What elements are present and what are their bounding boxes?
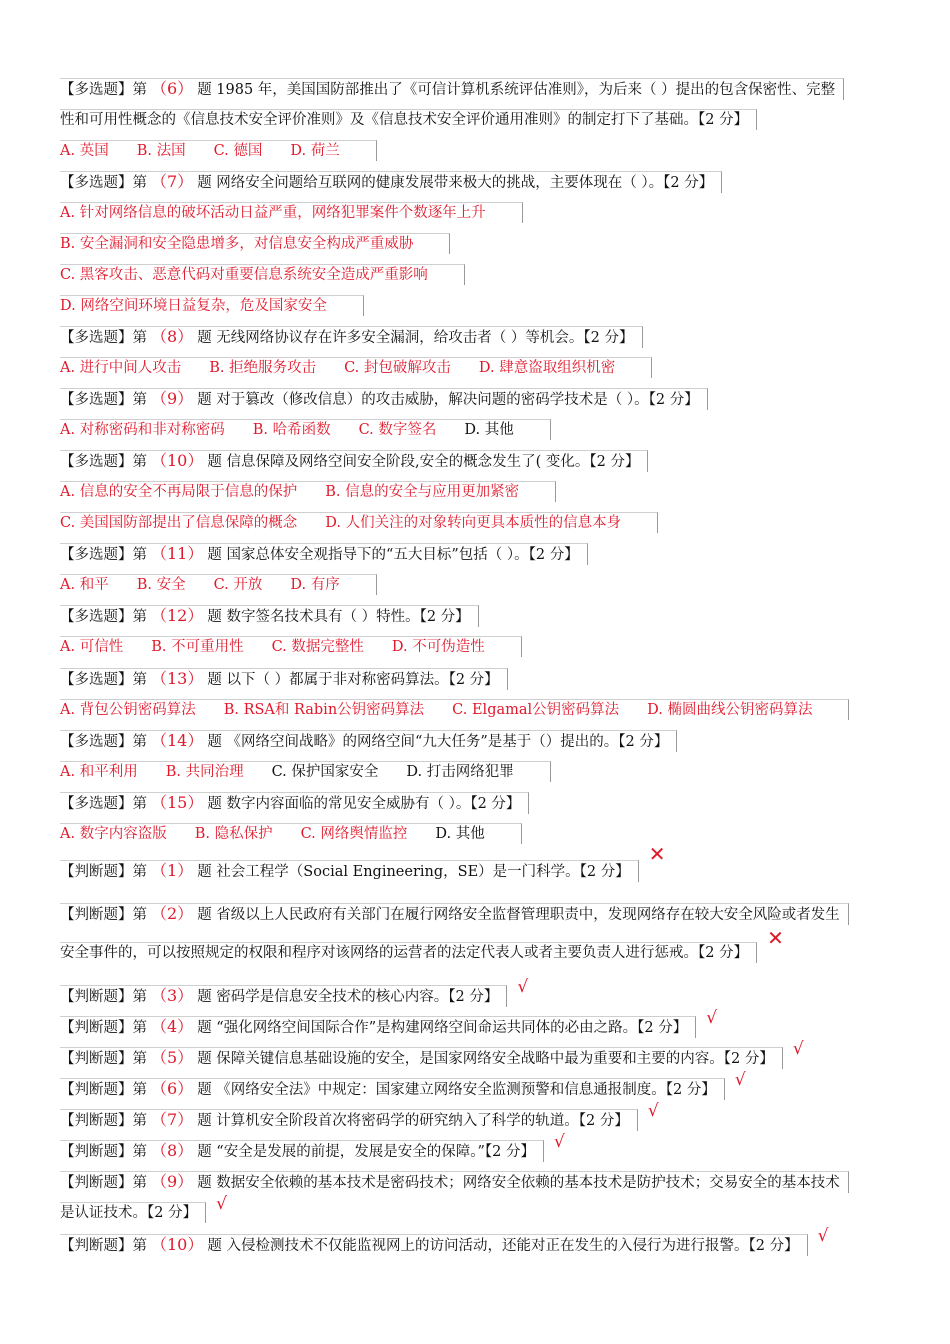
- answer-option: D. 荷兰: [290, 143, 340, 159]
- question-text: 题 以下（ ）都属于非对称密码算法。【2 分】: [207, 672, 499, 688]
- options-line: [60, 233, 450, 254]
- question-line: [60, 1047, 783, 1069]
- question-line: [60, 1016, 696, 1038]
- options-line: [60, 481, 556, 502]
- question-prefix: 【多选题】第: [60, 547, 147, 563]
- answer-option: D. 椭圆曲线公钥密码算法: [647, 702, 813, 718]
- answer-option: A. 针对网络信息的破坏活动日益严重，网络犯罪案件个数逐年上升: [60, 205, 486, 221]
- answer-option: D. 网络空间环境日益复杂，危及国家安全: [60, 298, 327, 314]
- question-line: [60, 450, 648, 472]
- question-prefix: 【多选题】第: [60, 609, 147, 625]
- options-line: [60, 202, 523, 223]
- question-line: [60, 985, 507, 1007]
- question-text: 题 “安全是发展的前提，发展是安全的保障。”【2 分】: [197, 1144, 535, 1160]
- answer-option: D. 肆意盗取组织机密: [478, 360, 616, 376]
- question-number: （9）: [151, 1172, 194, 1191]
- question-line: [60, 668, 508, 690]
- answer-option: C. 网络舆情监控: [300, 826, 408, 842]
- question-prefix: 【判断题】第: [60, 989, 147, 1005]
- question-number: （6）: [151, 1079, 194, 1098]
- options-line: [60, 823, 522, 844]
- question-prefix: 【判断题】第: [60, 1020, 147, 1036]
- question-prefix: 【判断题】第: [60, 1051, 147, 1067]
- question-prefix: 【多选题】第: [60, 672, 147, 688]
- question-prefix: 【判断题】第: [60, 1082, 147, 1098]
- answer-option: B. 安全漏洞和安全隐患增多，对信息安全构成严重威胁: [60, 236, 414, 252]
- wrong-mark-icon: ✕: [648, 842, 666, 866]
- question-prefix: 【多选题】第: [60, 796, 147, 812]
- question-text: 题 社会工程学（Social Engineering，SE）是一门科学。【2 分】: [197, 864, 630, 880]
- answer-option: B. 安全: [136, 577, 186, 593]
- correct-mark-icon: √: [817, 1226, 829, 1246]
- question-text: 题 入侵检测技术不仅能监视网上的访问活动，还能对正在发生的入侵行为进行报警。【2 分】: [207, 1238, 799, 1254]
- question-prefix: 是认证技术。【2 分】: [60, 1205, 198, 1221]
- answer-option: A. 进行中间人攻击: [60, 360, 182, 376]
- question-prefix: 【多选题】第: [60, 734, 147, 750]
- question-line: [60, 605, 479, 627]
- question-number: （7）: [151, 172, 194, 191]
- answer-option: B. 法国: [136, 143, 186, 159]
- question-number: （1）: [151, 861, 194, 880]
- answer-option: A. 信息的安全不再局限于信息的保护: [60, 484, 298, 500]
- answer-option: A. 和平: [60, 577, 109, 593]
- answer-option: A. 对称密码和非对称密码: [60, 422, 225, 438]
- question-number: （6）: [151, 79, 194, 98]
- answer-option: D. 不可伪造性: [391, 639, 485, 655]
- question-text: 题 1985 年，美国国防部推出了《可信计算机系统评估准则》，为后来（ ）提出的包含保密性、完整: [197, 82, 836, 98]
- question-line: [60, 1109, 638, 1131]
- question-prefix: 【多选题】第: [60, 82, 147, 98]
- question-prefix: 安全事件的，可以按照规定的权限和程序对该网络的运营者的法定代表人或者主要负责人进行惩戒。【2 分】: [60, 945, 749, 961]
- answer-option: C. Elgamal公钥密码算法: [452, 702, 620, 718]
- options-line: [60, 699, 849, 720]
- question-number: （8）: [151, 327, 194, 346]
- answer-option: D. 其他: [435, 826, 485, 842]
- correct-mark-icon: √: [216, 1194, 227, 1214]
- answer-option: C. 德国: [213, 143, 263, 159]
- answer-option: D. 人们关注的对象转向更具本质性的信息本身: [325, 515, 622, 531]
- question-line: [60, 326, 643, 348]
- question-line: [60, 78, 844, 100]
- question-number: （5）: [151, 1048, 194, 1067]
- answer-option: C. 封包破解攻击: [344, 360, 451, 376]
- answer-option: B. RSA和 Rabin公钥密码算法: [223, 702, 425, 718]
- question-prefix: 【判断题】第: [60, 1175, 147, 1191]
- answer-option: B. 哈希函数: [252, 422, 331, 438]
- options-line: [60, 264, 465, 285]
- answer-option: B. 信息的安全与应用更加紧密: [325, 484, 520, 500]
- options-line: [60, 636, 522, 657]
- correct-mark-icon: √: [517, 977, 529, 997]
- answer-option: D. 打击网络犯罪: [406, 764, 514, 780]
- answer-option: A. 数字内容盗版: [60, 826, 167, 842]
- question-prefix: 【多选题】第: [60, 392, 147, 408]
- question-text: 题 《网络安全法》中规定：国家建立网络安全监测预警和信息通报制度。【2 分】: [197, 1082, 716, 1098]
- question-prefix: 【判断题】第: [60, 1144, 147, 1160]
- answer-option: C. 保护国家安全: [271, 764, 379, 780]
- question-text: 题 计算机安全阶段首次将密码学的研究纳入了科学的轨道。【2 分】: [197, 1113, 629, 1129]
- question-number: （7）: [151, 1110, 194, 1129]
- question-number: （4）: [151, 1017, 194, 1036]
- question-number: （15）: [151, 793, 204, 812]
- question-number: （3）: [151, 986, 194, 1005]
- answer-option: B. 不可重用性: [151, 639, 244, 655]
- wrong-mark-icon: ✕: [767, 926, 784, 950]
- question-line: [60, 903, 849, 925]
- question-number: （2）: [151, 904, 194, 923]
- question-number: （14）: [151, 731, 204, 750]
- options-line: [60, 419, 551, 440]
- question-prefix: 【判断题】第: [60, 1238, 147, 1254]
- question-line: [60, 860, 639, 882]
- answer-option: A. 和平利用: [60, 764, 138, 780]
- answer-option: D. 其他: [464, 422, 514, 438]
- question-text: 题 保障关键信息基础设施的安全，是国家网络安全战略中最为重要和主要的内容。【2 分】: [197, 1051, 774, 1067]
- options-line: [60, 574, 377, 595]
- question-prefix: 【判断题】第: [60, 907, 147, 923]
- question-text: 题 “强化网络空间国际合作”是构建网络空间命运共同体的必由之路。【2 分】: [197, 1020, 688, 1036]
- question-text: 题 信息保障及网络空间安全阶段,安全的概念发生了( 变化。【2 分】: [207, 454, 640, 470]
- question-line: [60, 1140, 544, 1162]
- answer-option: B. 隐私保护: [194, 826, 273, 842]
- question-prefix: 【判断题】第: [60, 1113, 147, 1129]
- question-number: （9）: [151, 389, 194, 408]
- question-line: [60, 1171, 849, 1193]
- question-text: 题 国家总体安全观指导下的“五大目标”包括（ ）。【2 分】: [207, 547, 579, 563]
- answer-option: C. 数据完整性: [271, 639, 364, 655]
- question-number: （10）: [151, 451, 204, 470]
- question-line: [60, 543, 588, 565]
- question-line: [60, 792, 529, 814]
- answer-option: B. 共同治理: [165, 764, 244, 780]
- options-line: [60, 140, 377, 161]
- options-line: [60, 295, 364, 316]
- question-number: （10）: [151, 1235, 204, 1254]
- question-text: 题 对于篡改（修改信息）的攻击威胁，解决问题的密码学技术是（ ）。【2 分】: [197, 392, 699, 408]
- question-line: [60, 1202, 206, 1223]
- options-line: [60, 761, 551, 782]
- question-number: （8）: [151, 1141, 194, 1160]
- correct-mark-icon: √: [553, 1132, 565, 1152]
- question-line: [60, 1078, 725, 1100]
- question-line: [60, 388, 708, 410]
- answer-option: C. 美国国防部提出了信息保障的概念: [60, 515, 298, 531]
- question-text: 题 网络安全问题给互联网的健康发展带来极大的挑战，主要体现在（ ）。【2 分】: [197, 175, 714, 191]
- question-line: [60, 730, 677, 752]
- question-text: 题 数据安全依赖的基本技术是密码技术；网络安全依赖的基本技术是防护技术；交易安全的基本技术: [197, 1175, 840, 1191]
- question-text: 题 数字内容面临的常见安全威胁有（ ）。【2 分】: [207, 796, 521, 812]
- question-line: [60, 1234, 808, 1256]
- correct-mark-icon: √: [792, 1039, 804, 1059]
- question-number: （11）: [151, 544, 204, 563]
- answer-option: A. 背包公钥密码算法: [60, 702, 196, 718]
- answer-option: C. 黑客攻击、恶意代码对重要信息系统安全造成严重影响: [60, 267, 428, 283]
- answer-option: C. 开放: [213, 577, 263, 593]
- question-number: （13）: [151, 669, 204, 688]
- question-prefix: 【多选题】第: [60, 175, 147, 191]
- question-prefix: 【多选题】第: [60, 454, 147, 470]
- question-prefix: 【判断题】第: [60, 864, 147, 880]
- answer-option: A. 可信性: [60, 639, 124, 655]
- answer-option: D. 有序: [290, 577, 340, 593]
- correct-mark-icon: √: [647, 1101, 659, 1121]
- correct-mark-icon: √: [706, 1008, 718, 1028]
- answer-option: B. 拒绝服务攻击: [209, 360, 317, 376]
- question-text: 题 无线网络协议存在许多安全漏洞，给攻击者（ ）等机会。【2 分】: [197, 330, 634, 346]
- options-line: [60, 357, 652, 378]
- question-line: [60, 171, 722, 193]
- answer-option: A. 英国: [60, 143, 109, 159]
- options-line: [60, 512, 658, 533]
- question-text: 题 数字签名技术具有（ ）特性。【2 分】: [207, 609, 470, 625]
- question-line: [60, 109, 757, 130]
- correct-mark-icon: √: [734, 1070, 746, 1090]
- question-text: 题 省级以上人民政府有关部门在履行网络安全监督管理职责中，发现网络存在较大安全风险或者发生: [197, 907, 840, 923]
- question-prefix: 性和可用性概念的《信息技术安全评价准则》及《信息技术安全评价通用准则》的制定打下了基础。【2 分】: [60, 112, 749, 128]
- question-text: 题 密码学是信息安全技术的核心内容。【2 分】: [197, 989, 499, 1005]
- answer-option: C. 数字签名: [358, 422, 437, 438]
- question-text: 题 《网络空间战略》的网络空间“九大任务”是基于（）提出的。【2 分】: [207, 734, 669, 750]
- question-prefix: 【多选题】第: [60, 330, 147, 346]
- question-number: （12）: [151, 606, 204, 625]
- question-line: [60, 942, 757, 963]
